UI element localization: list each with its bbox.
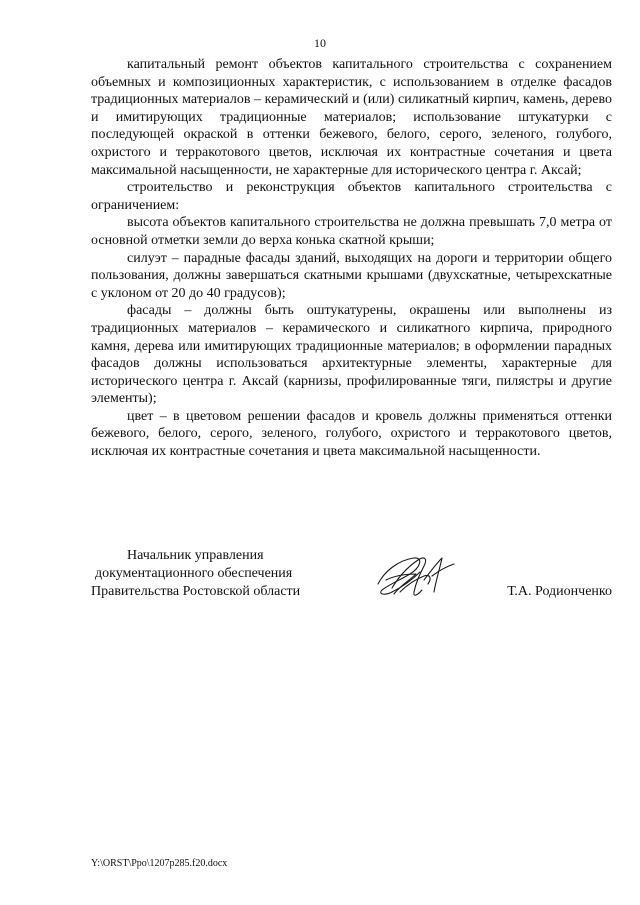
handwritten-signature	[370, 550, 460, 604]
signer-title-line: документационного обеспечения	[95, 565, 293, 581]
paragraph-color: цвет – в цветовом решении фасадов и кровель должны применяться оттенки бежевого, белого, серого, зеленого, голубого, охристого и терракотового цветов, исключая их контрастные сочетания и цвета максимальной насыщенности.	[91, 408, 612, 460]
signer-name: Т.А. Родионченко	[507, 583, 612, 599]
document-body	[91, 56, 612, 461]
page-number: 10	[314, 36, 326, 50]
paragraph-silhouette: силуэт – парадные фасады зданий, выходящих на дороги и территории общего пользования, должны завершаться скатными крышами (двухскатные, четырехскатные с уклоном от 20 до 40 градусов);	[91, 250, 612, 301]
signature-block	[91, 547, 612, 607]
signer-title-line: Начальник управления	[127, 548, 264, 563]
paragraph-capital-repair: капитальный ремонт объектов капитального строительства с сохранением объемных и композиционных характеристик, с использованием в отделке фасадов традиционных материалов – керамический и (или) силикатный кирпич, камень, дерево и имитирующих традиционные материалов; использование штукатурки с последующей окраской в оттенки бежевого, белого, серого, зеленого, голубого, охристого и терракотового цветов, исключая их контрастные сочетания и цвета максимальной насыщенности, не характерные для исторического центра г. Аксай;	[91, 57, 612, 178]
paragraph-facades: фасады – должны быть оштукатурены, окрашены или выполнены из традиционных материалов – керамического и силикатного кирпича, природного камня, дерева или имитирующих традиционные материалов; в оформлении парадных фасадов должны использоваться архитектурные элементы, характерные для исторического центра г. Аксай (карнизы, профилированные тяги, пилястры и другие элементы);	[91, 303, 612, 407]
paragraph-height-limit: высота объектов капитального строительства не должна превышать 7,0 метра от основной отметки земли до верха конька скатной крыши;	[91, 215, 612, 248]
signer-title-line: Правительства Ростовской области	[91, 583, 301, 599]
file-path: Y:\ORST\Ppo\1207p285.f20.docx	[91, 858, 228, 869]
signer-title	[91, 547, 391, 600]
paragraph-construction-restrictions: строительство и реконструкция объектов капитального строительства с ограничением:	[91, 180, 612, 213]
